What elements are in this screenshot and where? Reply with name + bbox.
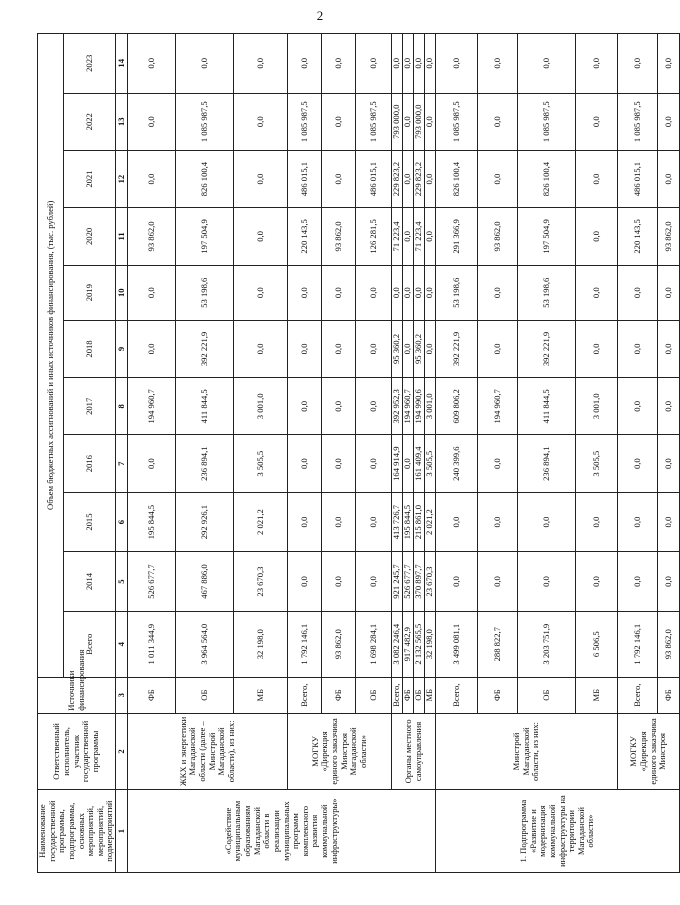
value-cell: 0,0 (356, 265, 392, 320)
value-cell: 0,0 (403, 320, 414, 377)
value-cell: 0,0 (322, 552, 356, 611)
value-cell: 0,0 (576, 34, 618, 94)
value-cell: 0,0 (478, 93, 518, 150)
value-cell: 220 143,5 (618, 208, 658, 265)
source-cell: ФБ (478, 677, 518, 713)
value-cell: 0,0 (658, 435, 680, 492)
value-cell: 609 806,2 (436, 378, 478, 435)
source-cell: Всего, (436, 677, 478, 713)
header-year: 2020 (64, 208, 116, 265)
value-cell: 0,0 (658, 34, 680, 94)
value-cell: 197 504,9 (518, 208, 576, 265)
header-year: 2019 (64, 265, 116, 320)
value-cell: 3 001,0 (425, 378, 436, 435)
value-cell: 23 670,3 (425, 552, 436, 611)
value-cell: 0,0 (425, 150, 436, 207)
value-cell: 32 198,0 (234, 611, 288, 677)
value-cell: 0,0 (478, 320, 518, 377)
value-cell: 793 000,0 (414, 93, 425, 150)
page-number: 2 (316, 8, 324, 23)
value-cell: 195 844,5 (128, 492, 176, 551)
value-cell: 0,0 (322, 378, 356, 435)
header-executor: Ответственный исполнитель, участник государственной программы (38, 713, 116, 789)
value-cell: 2 021,2 (425, 492, 436, 551)
value-cell: 0,0 (618, 265, 658, 320)
value-cell: 71 223,4 (392, 208, 403, 265)
value-cell: 0,0 (128, 320, 176, 377)
header-name: Наименование государственной программы, подпрограммы, основных мероприятий, мероприятий, подмероприятий (38, 790, 116, 873)
value-cell: 0,0 (176, 34, 234, 94)
value-cell: 0,0 (576, 492, 618, 551)
value-cell: 0,0 (322, 265, 356, 320)
value-cell: 392 221,9 (436, 320, 478, 377)
value-cell: 0,0 (403, 265, 414, 320)
value-cell: 194 960,7 (403, 378, 414, 435)
source-cell: Всего, (392, 677, 403, 713)
source-cell: ФБ (658, 677, 680, 713)
financing-table (37, 33, 680, 873)
value-cell: 0,0 (392, 265, 403, 320)
value-cell: 0,0 (478, 435, 518, 492)
value-cell: 826 100,4 (518, 150, 576, 207)
value-cell: 229 823,2 (414, 150, 425, 207)
value-cell: 1 792 146,1 (288, 611, 322, 677)
column-number: 4 (116, 611, 128, 677)
value-cell: 161 409,4 (414, 435, 425, 492)
value-cell: 0,0 (425, 34, 436, 94)
value-cell: 0,0 (425, 320, 436, 377)
value-cell: 0,0 (322, 320, 356, 377)
value-cell: 0,0 (128, 435, 176, 492)
value-cell: 0,0 (576, 93, 618, 150)
value-cell: 0,0 (425, 93, 436, 150)
value-cell: 3 505,5 (425, 435, 436, 492)
value-cell: 0,0 (322, 492, 356, 551)
value-cell: 1 085 987,5 (436, 93, 478, 150)
value-cell: 0,0 (128, 93, 176, 150)
value-cell: 0,0 (478, 34, 518, 94)
value-cell: 291 366,9 (436, 208, 478, 265)
value-cell: 0,0 (288, 492, 322, 551)
value-cell: 0,0 (436, 492, 478, 551)
value-cell: 195 844,5 (403, 492, 414, 551)
value-cell: 0,0 (658, 378, 680, 435)
value-cell: 1 011 344,9 (128, 611, 176, 677)
value-cell: 0,0 (518, 492, 576, 551)
column-number: 3 (116, 677, 128, 713)
value-cell: 0,0 (288, 435, 322, 492)
value-cell: 93 862,0 (322, 208, 356, 265)
value-cell: 411 844,5 (518, 378, 576, 435)
value-cell: 392 952,3 (392, 378, 403, 435)
value-cell: 0,0 (576, 552, 618, 611)
value-cell: 3 203 751,9 (518, 611, 576, 677)
header-year: 2022 (64, 93, 116, 150)
column-number: 10 (116, 265, 128, 320)
source-cell: ОБ (518, 677, 576, 713)
source-cell: МБ (234, 677, 288, 713)
value-cell: 0,0 (128, 34, 176, 94)
value-cell: 0,0 (356, 378, 392, 435)
value-cell: 292 926,1 (176, 492, 234, 551)
executor-cell: Минстрой Магаданской области, из них: (436, 713, 618, 789)
value-cell: 93 862,0 (478, 208, 518, 265)
value-cell: 392 221,9 (518, 320, 576, 377)
value-cell: 0,0 (322, 93, 356, 150)
value-cell: 126 281,5 (356, 208, 392, 265)
executor-cell: Органы местного самоуправления (392, 713, 436, 789)
source-cell: МБ (576, 677, 618, 713)
value-cell: 0,0 (356, 492, 392, 551)
value-cell: 215 861,0 (414, 492, 425, 551)
value-cell: 0,0 (128, 265, 176, 320)
column-number: 14 (116, 34, 128, 94)
value-cell: 1 698 284,1 (356, 611, 392, 677)
value-cell: 0,0 (322, 34, 356, 94)
column-number: 12 (116, 150, 128, 207)
value-cell: 917 482,9 (403, 611, 414, 677)
value-cell: 526 677,7 (128, 552, 176, 611)
value-cell: 0,0 (288, 320, 322, 377)
value-cell: 3 001,0 (234, 378, 288, 435)
header-year: 2015 (64, 492, 116, 551)
value-cell: 3 505,5 (234, 435, 288, 492)
value-cell: 236 894,1 (176, 435, 234, 492)
value-cell: 0,0 (403, 34, 414, 94)
value-cell: 0,0 (322, 435, 356, 492)
executor-cell: МОГКУ «Дирекция единого заказчика Минстроя Магаданской области» (288, 713, 392, 789)
value-cell: 0,0 (288, 34, 322, 94)
value-cell: 526 677,7 (403, 552, 414, 611)
value-cell: 0,0 (322, 150, 356, 207)
column-number: 5 (116, 552, 128, 611)
value-cell: 194 960,7 (128, 378, 176, 435)
value-cell: 194 960,7 (478, 378, 518, 435)
value-cell: 3 964 564,0 (176, 611, 234, 677)
value-cell: 93 862,0 (128, 208, 176, 265)
value-cell: 1 085 987,5 (288, 93, 322, 150)
value-cell: 93 862,0 (658, 208, 680, 265)
value-cell: 826 100,4 (176, 150, 234, 207)
value-cell: 95 360,2 (392, 320, 403, 377)
header-year: 2021 (64, 150, 116, 207)
value-cell: 0,0 (518, 34, 576, 94)
value-cell: 0,0 (618, 435, 658, 492)
value-cell: 0,0 (356, 320, 392, 377)
source-cell: Всего, (288, 677, 322, 713)
column-number: 6 (116, 492, 128, 551)
value-cell: 0,0 (618, 34, 658, 94)
value-cell: 23 670,3 (234, 552, 288, 611)
value-cell: 229 823,2 (392, 150, 403, 207)
value-cell: 288 822,7 (478, 611, 518, 677)
value-cell: 0,0 (478, 265, 518, 320)
value-cell: 95 360,2 (414, 320, 425, 377)
value-cell: 0,0 (356, 34, 392, 94)
value-cell: 793 000,0 (392, 93, 403, 150)
value-cell: 2 132 565,5 (414, 611, 425, 677)
value-cell: 0,0 (436, 552, 478, 611)
column-number: 8 (116, 378, 128, 435)
executor-cell: МОГКУ «Дирекция единого заказчика Минстроя (618, 713, 680, 789)
column-number: 13 (116, 93, 128, 150)
value-cell: 93 862,0 (658, 611, 680, 677)
value-cell: 32 198,0 (425, 611, 436, 677)
value-cell: 240 399,6 (436, 435, 478, 492)
value-cell: 0,0 (576, 265, 618, 320)
value-cell: 2 021,2 (234, 492, 288, 551)
value-cell: 0,0 (658, 265, 680, 320)
subprogram-name: 1. Подпрограмма «Развитие и модернизация коммунальной инфраструктуры на территории Магаданской области» (436, 790, 680, 873)
value-cell: 486 015,1 (618, 150, 658, 207)
value-cell: 0,0 (618, 492, 658, 551)
value-cell: 413 726,7 (392, 492, 403, 551)
value-cell: 0,0 (658, 552, 680, 611)
value-cell: 0,0 (128, 150, 176, 207)
value-cell: 220 143,5 (288, 208, 322, 265)
value-cell: 0,0 (576, 208, 618, 265)
source-cell: ОБ (414, 677, 425, 713)
value-cell: 0,0 (234, 320, 288, 377)
header-source: Источники финансирования (38, 677, 116, 713)
value-cell: 0,0 (234, 265, 288, 320)
value-cell: 0,0 (576, 320, 618, 377)
column-number: 11 (116, 208, 128, 265)
header-year: 2016 (64, 435, 116, 492)
value-cell: 1 085 987,5 (618, 93, 658, 150)
value-cell: 392 221,9 (176, 320, 234, 377)
program-name: «Содействие муниципальным образованиям Магаданской области в реализации муниципальных программ комплексного развития коммунальной инфраструктуры» (128, 790, 436, 873)
value-cell: 486 015,1 (356, 150, 392, 207)
header-year: 2014 (64, 552, 116, 611)
column-number: 7 (116, 435, 128, 492)
value-cell: 411 844,5 (176, 378, 234, 435)
value-cell: 3 505,5 (576, 435, 618, 492)
value-cell: 6 506,5 (576, 611, 618, 677)
column-number: 1 (116, 790, 128, 873)
value-cell: 3 499 081,1 (436, 611, 478, 677)
value-cell: 0,0 (403, 93, 414, 150)
value-cell: 370 897,7 (414, 552, 425, 611)
value-cell: 53 198,6 (518, 265, 576, 320)
value-cell: 0,0 (658, 93, 680, 150)
source-cell: МБ (425, 677, 436, 713)
value-cell: 194 990,6 (414, 378, 425, 435)
value-cell: 0,0 (425, 265, 436, 320)
value-cell: 0,0 (425, 208, 436, 265)
value-cell: 0,0 (576, 150, 618, 207)
value-cell: 93 862,0 (322, 611, 356, 677)
header-year: 2018 (64, 320, 116, 377)
value-cell: 0,0 (478, 492, 518, 551)
value-cell: 0,0 (478, 150, 518, 207)
header-total: Всего (64, 611, 116, 677)
value-cell: 0,0 (234, 208, 288, 265)
value-cell: 1 085 987,5 (356, 93, 392, 150)
value-cell: 0,0 (658, 492, 680, 551)
value-cell: 0,0 (414, 265, 425, 320)
value-cell: 0,0 (414, 34, 425, 94)
value-cell: 0,0 (288, 265, 322, 320)
value-cell: 0,0 (288, 378, 322, 435)
value-cell: 164 914,9 (392, 435, 403, 492)
value-cell: 0,0 (288, 552, 322, 611)
column-number: 2 (116, 713, 128, 789)
header-year: 2017 (64, 378, 116, 435)
source-cell: ФБ (128, 677, 176, 713)
value-cell: 0,0 (403, 150, 414, 207)
value-cell: 3 082 246,4 (392, 611, 403, 677)
column-number: 9 (116, 320, 128, 377)
value-cell: 0,0 (518, 552, 576, 611)
value-cell: 486 015,1 (288, 150, 322, 207)
source-cell: ФБ (403, 677, 414, 713)
rotated-table-wrapper (37, 33, 673, 873)
header-year: 2023 (64, 34, 116, 94)
value-cell: 53 198,6 (436, 265, 478, 320)
value-cell: 0,0 (403, 435, 414, 492)
source-cell: ФБ (322, 677, 356, 713)
value-cell: 53 198,6 (176, 265, 234, 320)
value-cell: 0,0 (618, 552, 658, 611)
value-cell: 0,0 (658, 150, 680, 207)
value-cell: 236 894,1 (518, 435, 576, 492)
value-cell: 0,0 (234, 93, 288, 150)
value-cell: 1 792 146,1 (618, 611, 658, 677)
value-cell: 921 245,7 (392, 552, 403, 611)
value-cell: 0,0 (356, 552, 392, 611)
value-cell: 0,0 (618, 320, 658, 377)
value-cell: 0,0 (478, 552, 518, 611)
value-cell: 0,0 (392, 34, 403, 94)
header-volume: Объем бюджетных ассигнований и иных источников финансирования, (тыс. рублей) (38, 34, 64, 678)
value-cell: 0,0 (658, 320, 680, 377)
value-cell: 197 504,9 (176, 208, 234, 265)
source-cell: Всего, (618, 677, 658, 713)
value-cell: 0,0 (234, 150, 288, 207)
executor-cell: ЖКХ и энергетики Магаданской области (далее – Минстрой Магаданской области), из них: (128, 713, 288, 789)
value-cell: 1 085 987,5 (176, 93, 234, 150)
value-cell: 826 100,4 (436, 150, 478, 207)
source-cell: ОБ (176, 677, 234, 713)
value-cell: 1 085 987,5 (518, 93, 576, 150)
source-cell: ОБ (356, 677, 392, 713)
value-cell: 0,0 (436, 34, 478, 94)
value-cell: 467 886,0 (176, 552, 234, 611)
value-cell: 0,0 (403, 208, 414, 265)
value-cell: 0,0 (618, 378, 658, 435)
value-cell: 0,0 (234, 34, 288, 94)
value-cell: 0,0 (356, 435, 392, 492)
value-cell: 3 001,0 (576, 378, 618, 435)
value-cell: 71 223,4 (414, 208, 425, 265)
